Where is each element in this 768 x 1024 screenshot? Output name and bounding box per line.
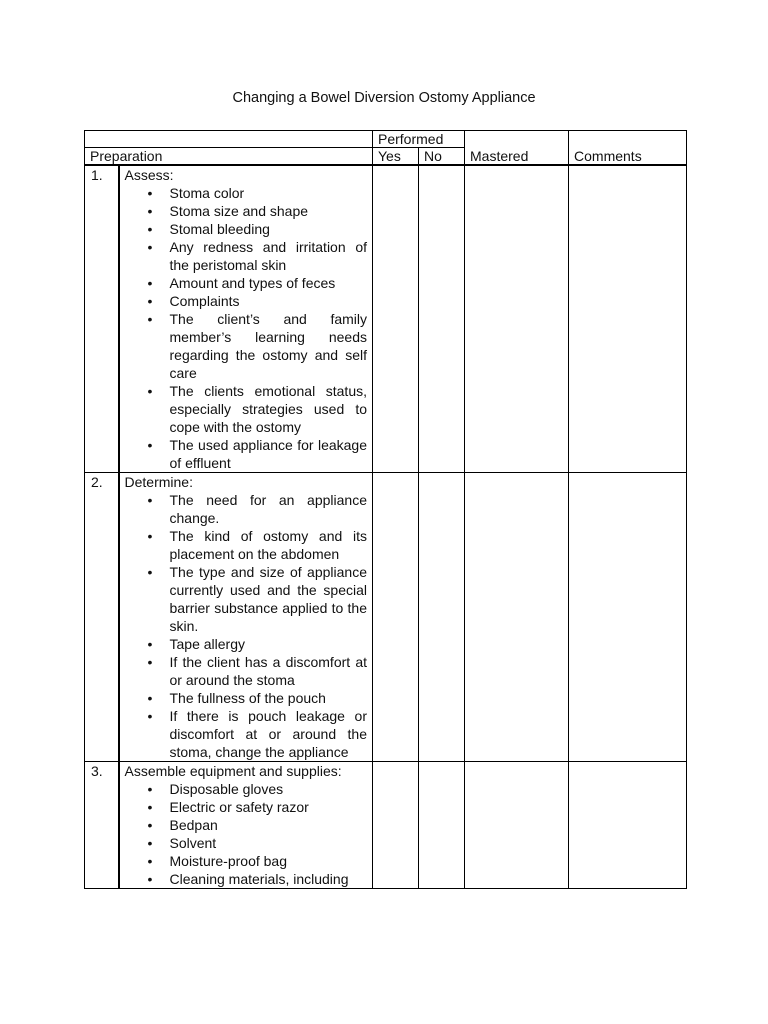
- list-item: • Electric or safety razor: [170, 798, 368, 816]
- step-content: [119, 473, 373, 762]
- comments-cell[interactable]: [569, 165, 687, 473]
- list-item: • Complaints: [170, 292, 368, 310]
- step-row: [85, 473, 687, 762]
- no-cell[interactable]: [419, 473, 465, 762]
- list-item: • The client’s and family member’s learning needs regarding the ostomy and self care: [170, 310, 368, 382]
- step-content: [119, 165, 373, 473]
- step-bullet-list: [125, 780, 368, 888]
- mastered-cell[interactable]: [465, 165, 569, 473]
- step-title: Determine:: [124, 474, 193, 490]
- list-item: • If there is pouch leakage or discomfort at or around the stoma, change the appliance: [170, 707, 368, 761]
- step-bullet-list: [125, 184, 368, 472]
- yes-cell[interactable]: [373, 473, 419, 762]
- comments-cell[interactable]: [569, 473, 687, 762]
- header-row-1: [85, 131, 687, 148]
- step-content: [119, 762, 373, 889]
- list-item: • Stomal bleeding: [170, 220, 368, 238]
- no-cell[interactable]: [419, 762, 465, 889]
- list-item: • The need for an appliance change.: [170, 491, 368, 527]
- list-item: • Moisture-proof bag: [170, 852, 368, 870]
- list-item: • The fullness of the pouch: [170, 689, 368, 707]
- no-header: No: [419, 148, 465, 166]
- step-title: Assess:: [124, 167, 174, 183]
- list-item: • Solvent: [170, 834, 368, 852]
- step-row: [85, 165, 687, 473]
- step-bullet-list: [125, 491, 368, 761]
- mastered-cell[interactable]: [465, 473, 569, 762]
- comments-header: Comments: [569, 131, 687, 166]
- step-row: [85, 762, 687, 889]
- list-item: • If the client has a discomfort at or around the stoma: [170, 653, 368, 689]
- step-number: 2.: [85, 473, 119, 762]
- list-item: • The type and size of appliance currently used and the special barrier substance applied to the skin.: [170, 563, 368, 635]
- step-number: 3.: [85, 762, 119, 889]
- step-number: 1.: [85, 165, 119, 473]
- yes-header: Yes: [373, 148, 419, 166]
- yes-cell[interactable]: [373, 165, 419, 473]
- list-item: • The used appliance for leakage of effluent: [170, 436, 368, 472]
- header-blank-cell: [85, 131, 373, 148]
- mastered-cell[interactable]: [465, 762, 569, 889]
- no-cell[interactable]: [419, 165, 465, 473]
- list-item: • Tape allergy: [170, 635, 368, 653]
- list-item: • The kind of ostomy and its placement on the abdomen: [170, 527, 368, 563]
- document-title: Changing a Bowel Diversion Ostomy Appliance: [232, 90, 536, 106]
- step-title: Assemble equipment and supplies:: [124, 763, 342, 779]
- list-item: • Stoma size and shape: [170, 202, 368, 220]
- list-item: • Stoma color: [170, 184, 368, 202]
- list-item: • Bedpan: [170, 816, 368, 834]
- comments-cell[interactable]: [569, 762, 687, 889]
- list-item: • The clients emotional status, especially strategies used to cope with the ostomy: [170, 382, 368, 436]
- mastered-header: Mastered: [465, 131, 569, 166]
- list-item: • Disposable gloves: [170, 780, 368, 798]
- preparation-header: Preparation: [85, 148, 373, 166]
- list-item: • Amount and types of feces: [170, 274, 368, 292]
- list-item: • Cleaning materials, including: [170, 870, 368, 888]
- list-item: • Any redness and irritation of the peristomal skin: [170, 238, 368, 274]
- procedure-checklist-table: [84, 130, 687, 889]
- yes-cell[interactable]: [373, 762, 419, 889]
- performed-header: Performed: [373, 131, 465, 148]
